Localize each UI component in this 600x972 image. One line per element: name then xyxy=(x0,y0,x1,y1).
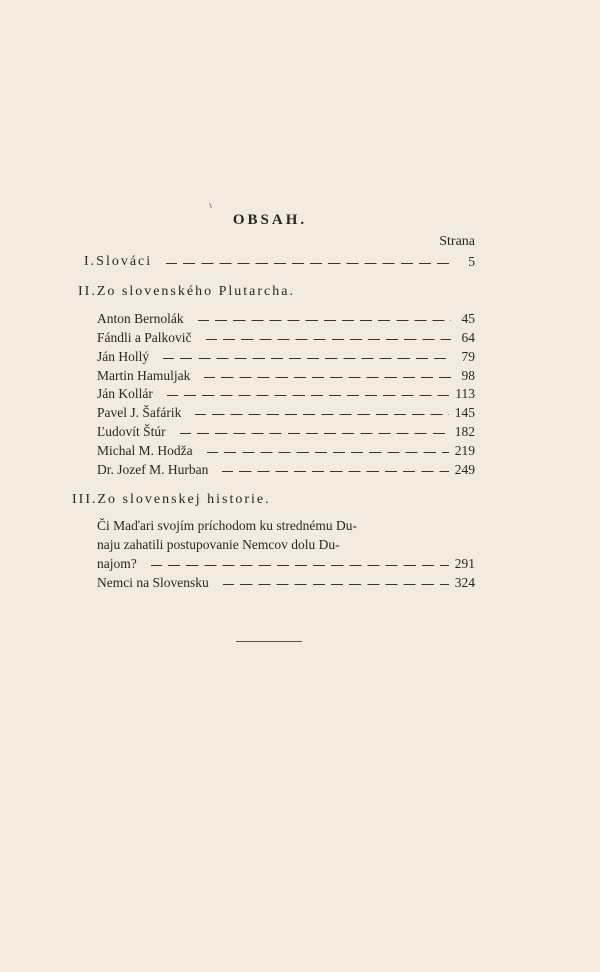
entry-name: Anton Bernolák xyxy=(97,311,184,326)
page-number: 182 xyxy=(454,424,475,439)
page-number: 249 xyxy=(454,462,475,477)
page-number: 45 xyxy=(461,311,475,326)
toc-entry xyxy=(97,423,475,441)
page-column-label: Strana xyxy=(439,234,475,249)
section-numeral: I. xyxy=(84,254,97,269)
page-number: 79 xyxy=(461,349,475,364)
dash-leader xyxy=(180,433,449,434)
entry-name: Michal M. Hodža xyxy=(97,443,193,458)
section-heading: Slováci xyxy=(96,254,153,269)
toc-entry xyxy=(97,574,475,592)
toc-section-1 xyxy=(84,253,475,271)
toc-entry xyxy=(97,348,475,366)
dash-leader xyxy=(166,263,451,264)
dash-leader xyxy=(151,565,449,566)
dash-leader xyxy=(204,377,451,378)
toc-entry xyxy=(97,329,475,347)
toc-entry xyxy=(97,404,475,422)
section-heading: Zo slovenského Plutarcha. xyxy=(96,284,295,299)
page-number: 5 xyxy=(468,254,475,269)
page-number: 291 xyxy=(454,556,475,571)
page-title: OBSAH. xyxy=(232,212,308,228)
page-number: 219 xyxy=(454,443,475,458)
page-number: 324 xyxy=(454,575,475,590)
entry-name: Martin Hamuljak xyxy=(97,368,191,383)
toc-entry xyxy=(97,310,475,328)
entry-name: Ján Kollár xyxy=(97,386,153,401)
end-rule xyxy=(236,641,302,642)
section-heading: Zo slovenskej historie. xyxy=(97,492,271,507)
entry-name: Ján Hollý xyxy=(97,349,150,364)
dash-leader xyxy=(206,339,452,340)
dash-leader xyxy=(163,358,451,359)
toc-entry xyxy=(97,385,475,403)
entry-name: Ľudovít Štúr xyxy=(97,424,166,439)
dash-leader xyxy=(195,414,448,415)
toc-section-2-heading xyxy=(78,284,295,300)
page-number: 145 xyxy=(454,405,475,420)
dash-leader xyxy=(222,471,448,472)
toc-entry xyxy=(97,367,475,385)
dash-leader xyxy=(207,452,449,453)
page-number: 64 xyxy=(461,330,475,345)
section-numeral: III. xyxy=(72,492,98,507)
dash-leader xyxy=(223,584,449,585)
page-number: 98 xyxy=(461,368,475,383)
entry-name: Dr. Jozef M. Hurban xyxy=(97,462,209,477)
ink-mark xyxy=(209,203,212,208)
dash-leader xyxy=(198,320,451,321)
entry-name: Nemci na Slovensku xyxy=(97,575,209,590)
dash-leader xyxy=(167,395,449,396)
section-numeral: II. xyxy=(78,284,97,299)
entry-name-line: Či Maďari svojím príchodom ku strednému Du- xyxy=(97,518,357,533)
toc-section-3-heading xyxy=(72,492,271,508)
entry-name: Pavel J. Šafárik xyxy=(97,405,182,420)
page-number: 113 xyxy=(455,386,475,401)
entry-name: Fándli a Palkovič xyxy=(97,330,192,345)
toc-entry xyxy=(97,461,475,479)
toc-entry xyxy=(97,442,475,460)
entry-name-line: najom? xyxy=(97,556,137,571)
toc-entry xyxy=(97,555,475,573)
entry-name-line: naju zahatili postupovanie Nemcov dolu Du- xyxy=(97,537,340,552)
